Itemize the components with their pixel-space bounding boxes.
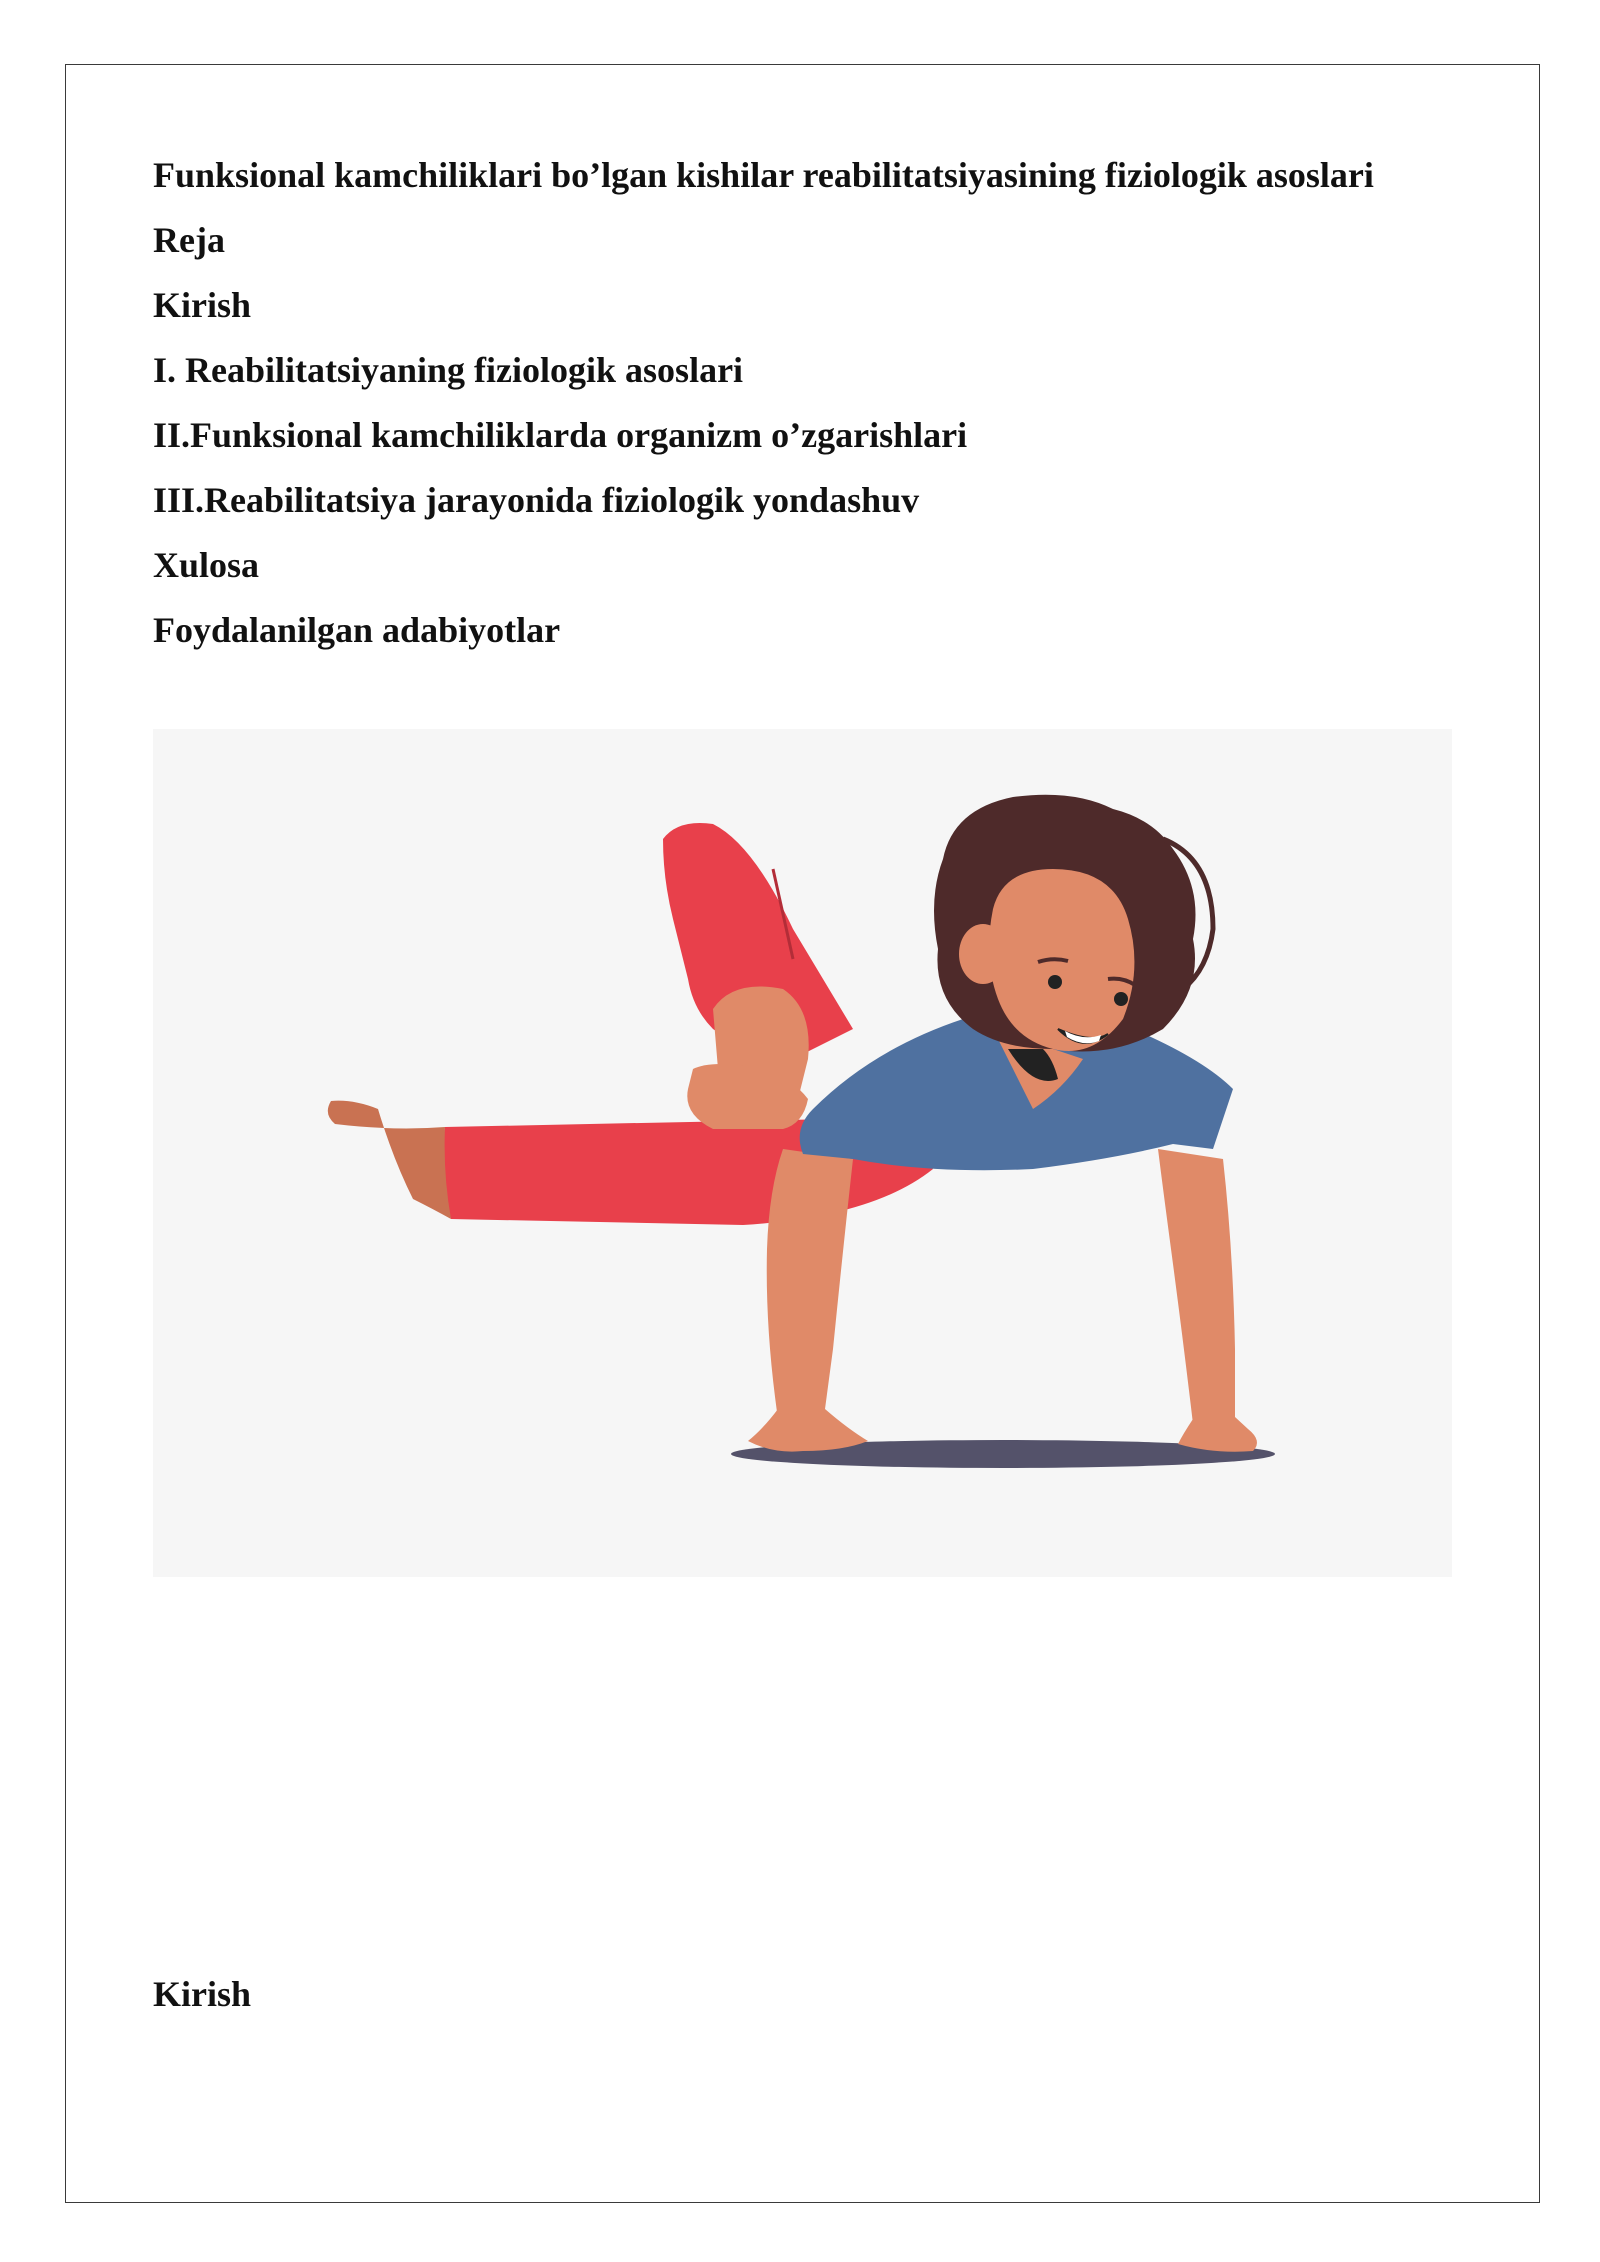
- right-arm: [1158, 1149, 1235, 1424]
- plan-item-chapter-1: I. Reabilitatsiyaning fiziologik asoslari: [153, 350, 744, 390]
- plan-item-intro: Kirish: [153, 285, 252, 325]
- plan-item-chapter-3: III.Reabilitatsiya jarayonida fiziologik yondashuv: [153, 480, 920, 520]
- yoga-child-drawing: [153, 729, 1452, 1577]
- plan-heading: Reja: [153, 220, 225, 260]
- left-hand: [748, 1409, 868, 1452]
- section-heading-intro: Kirish: [153, 1974, 252, 2014]
- right-hand: [1178, 1417, 1257, 1452]
- plan-item-references: Foydalanilgan adabiyotlar: [153, 610, 561, 650]
- left-arm: [767, 1149, 853, 1419]
- plan-item-chapter-2: II.Funksional kamchiliklarda organizm o’zgarishlari: [153, 415, 968, 455]
- document-title: Funksional kamchiliklari bo’lgan kishilar reabilitatsiyasining fiziologik asoslari: [153, 155, 1374, 195]
- yoga-child-illustration: [153, 729, 1452, 1577]
- plan-item-conclusion: Xulosa: [153, 545, 260, 585]
- eye-left: [1048, 975, 1062, 989]
- ear: [959, 924, 1007, 984]
- foot: [328, 1101, 451, 1219]
- eye-right: [1114, 992, 1128, 1006]
